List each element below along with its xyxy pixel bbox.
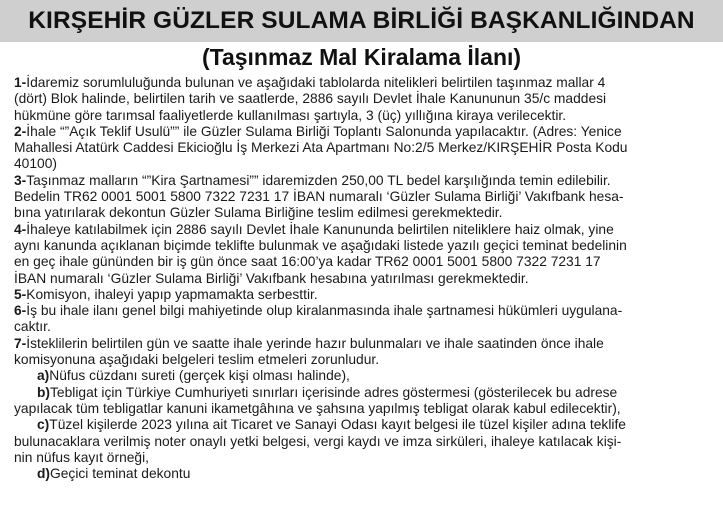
subitem-c: [14, 417, 714, 466]
item-number: 3-: [14, 172, 27, 188]
subitem-a: [14, 368, 714, 384]
subitem-line: c)Tüzel kişilerde 2023 yılına ait Ticaret ve Sanayi Odası kayıt belgesi ile tüzel kişiler adına teklife: [37, 417, 626, 433]
subitem-line: nin nüfus kayıt örneği,: [14, 449, 149, 465]
item-4: [14, 222, 714, 287]
item-line: komisyonuna aşağıdaki belgeleri teslim etmeleri zorunludur.: [14, 352, 380, 368]
item-number: 2-: [14, 123, 27, 139]
subitem-line: bulunacaklara verilmiş noter onaylı yetki belgesi, vergi kaydı ve imza sirküleri, ihaleye katılacak kişi-: [14, 433, 622, 449]
item-line: 5-Komisyon, ihaleyi yapıp yapmamakta serbesttir.: [14, 286, 318, 302]
item-number: 7-: [14, 335, 27, 351]
page-title: KIRŞEHİR GÜZLER SULAMA BİRLİĞİ BAŞKANLIĞINDAN: [28, 7, 695, 34]
item-1: [14, 75, 714, 124]
subitem-line: b)Tebligat için Türkiye Cumhuriyeti sınırları içerisinde adres göstermesi (gösterilecek bu adrese: [37, 384, 618, 400]
subitem-letter: a): [37, 368, 50, 384]
page-subtitle: (Taşınmaz Mal Kiralama İlanı): [201, 44, 522, 70]
subitem-d: [14, 466, 714, 482]
item-line: en geç ihale gününden bir iş gün önce saat 16:00’ya kadar TR62 0001 5001 5800 7322 7231 17: [14, 254, 601, 270]
title-bar: [0, 0, 723, 42]
subitem-line: yapılacak tüm tebligatlar kanuni ikametgâhına ve şahsına yapılmış tebligat olarak kabul edilecektir),: [14, 400, 621, 416]
item-2: [14, 124, 714, 173]
item-number: 5-: [14, 286, 27, 302]
item-5: [14, 287, 714, 303]
item-6: [14, 303, 714, 336]
subitem-letter: d): [37, 466, 51, 482]
item-3: [14, 173, 714, 222]
item-line: 7-İsteklilerin belirtilen gün ve saatte ihale yerinde hazır bulunmaları ve ihale saatinden önce ihale: [14, 335, 604, 351]
item-number: 4-: [14, 221, 27, 237]
subitem-line: a)Nüfus cüzdanı sureti (gerçek kişi olması halinde),: [37, 368, 350, 384]
subitem-letter: c): [37, 417, 50, 433]
item-line: İBAN numaralı ‘Güzler Sulama Birliği’ Vakıfbank hesabına yatırılması gerekmektedir.: [14, 270, 529, 286]
item-line: Mahallesi Atatürk Caddesi Ekicioğlu İş Merkezi Ata Apartmanı No:2/5 Merkez/KIRŞEHİR Posta Kodu: [14, 140, 628, 156]
subitem-line: d)Geçici teminat dekontu: [37, 466, 191, 482]
item-line: bına yatırılarak dekontun Güzler Sulama Birliğine teslim edilmesi gerekmektedir.: [14, 205, 503, 221]
item-line: 4-İhaleye katılabilmek için 2886 sayılı Devlet İhale Kanununda belirtilen niteliklere haiz olmak, yine: [14, 221, 614, 237]
announcement-body: [14, 75, 714, 482]
item-number: 6-: [14, 303, 27, 319]
item-line: 40100): [14, 156, 57, 172]
item-line: hükmüne göre tarımsal faaliyetlerde kullanılması şartıyla, 3 (üç) yıllığına kiraya verilecektir.: [14, 107, 567, 123]
item-line: 6-İş bu ihale ilanı genel bilgi mahiyetinde olup kiralanmasında ihale şartnamesi hükümleri uygulana-: [14, 303, 623, 319]
subitem-b: [14, 385, 714, 418]
item-number: 1-: [14, 75, 27, 90]
item-7: [14, 336, 714, 369]
item-line: caktır.: [14, 319, 51, 335]
subitem-letter: b): [37, 384, 51, 400]
item-line: aynı kanunda açıklanan biçimde teklifte bulunmak ve aşağıdaki listede yazılı geçici teminat bedelinin: [14, 237, 627, 253]
item-line: 3-Taşınmaz malların “”Kira Şartnamesi”” idaremizden 250,00 TL bedel karşılığında temin edilebilir.: [14, 172, 611, 188]
item-line: (dört) Blok halinde, belirtilen tarih ve saatlerde, 2886 sayılı Devlet İhale Kanununun 35/c maddesi: [14, 91, 607, 107]
item-line: Bedelin TR62 0001 5001 5800 7322 7231 17 İBAN numaralı ‘Güzler Sulama Birliği’ Vakıfbank hesa-: [14, 189, 624, 205]
item-line: 1-İdaremiz sorumluluğunda bulunan ve aşağıdaki tablolarda nitelikleri belirtilen taşınmaz mallar 4: [14, 75, 606, 90]
item-line: 2-İhale “”Açık Teklif Usulü”” ile Güzler Sulama Birliği Toplantı Salonunda yapılacaktır. (Adres: Yenice: [14, 123, 622, 139]
